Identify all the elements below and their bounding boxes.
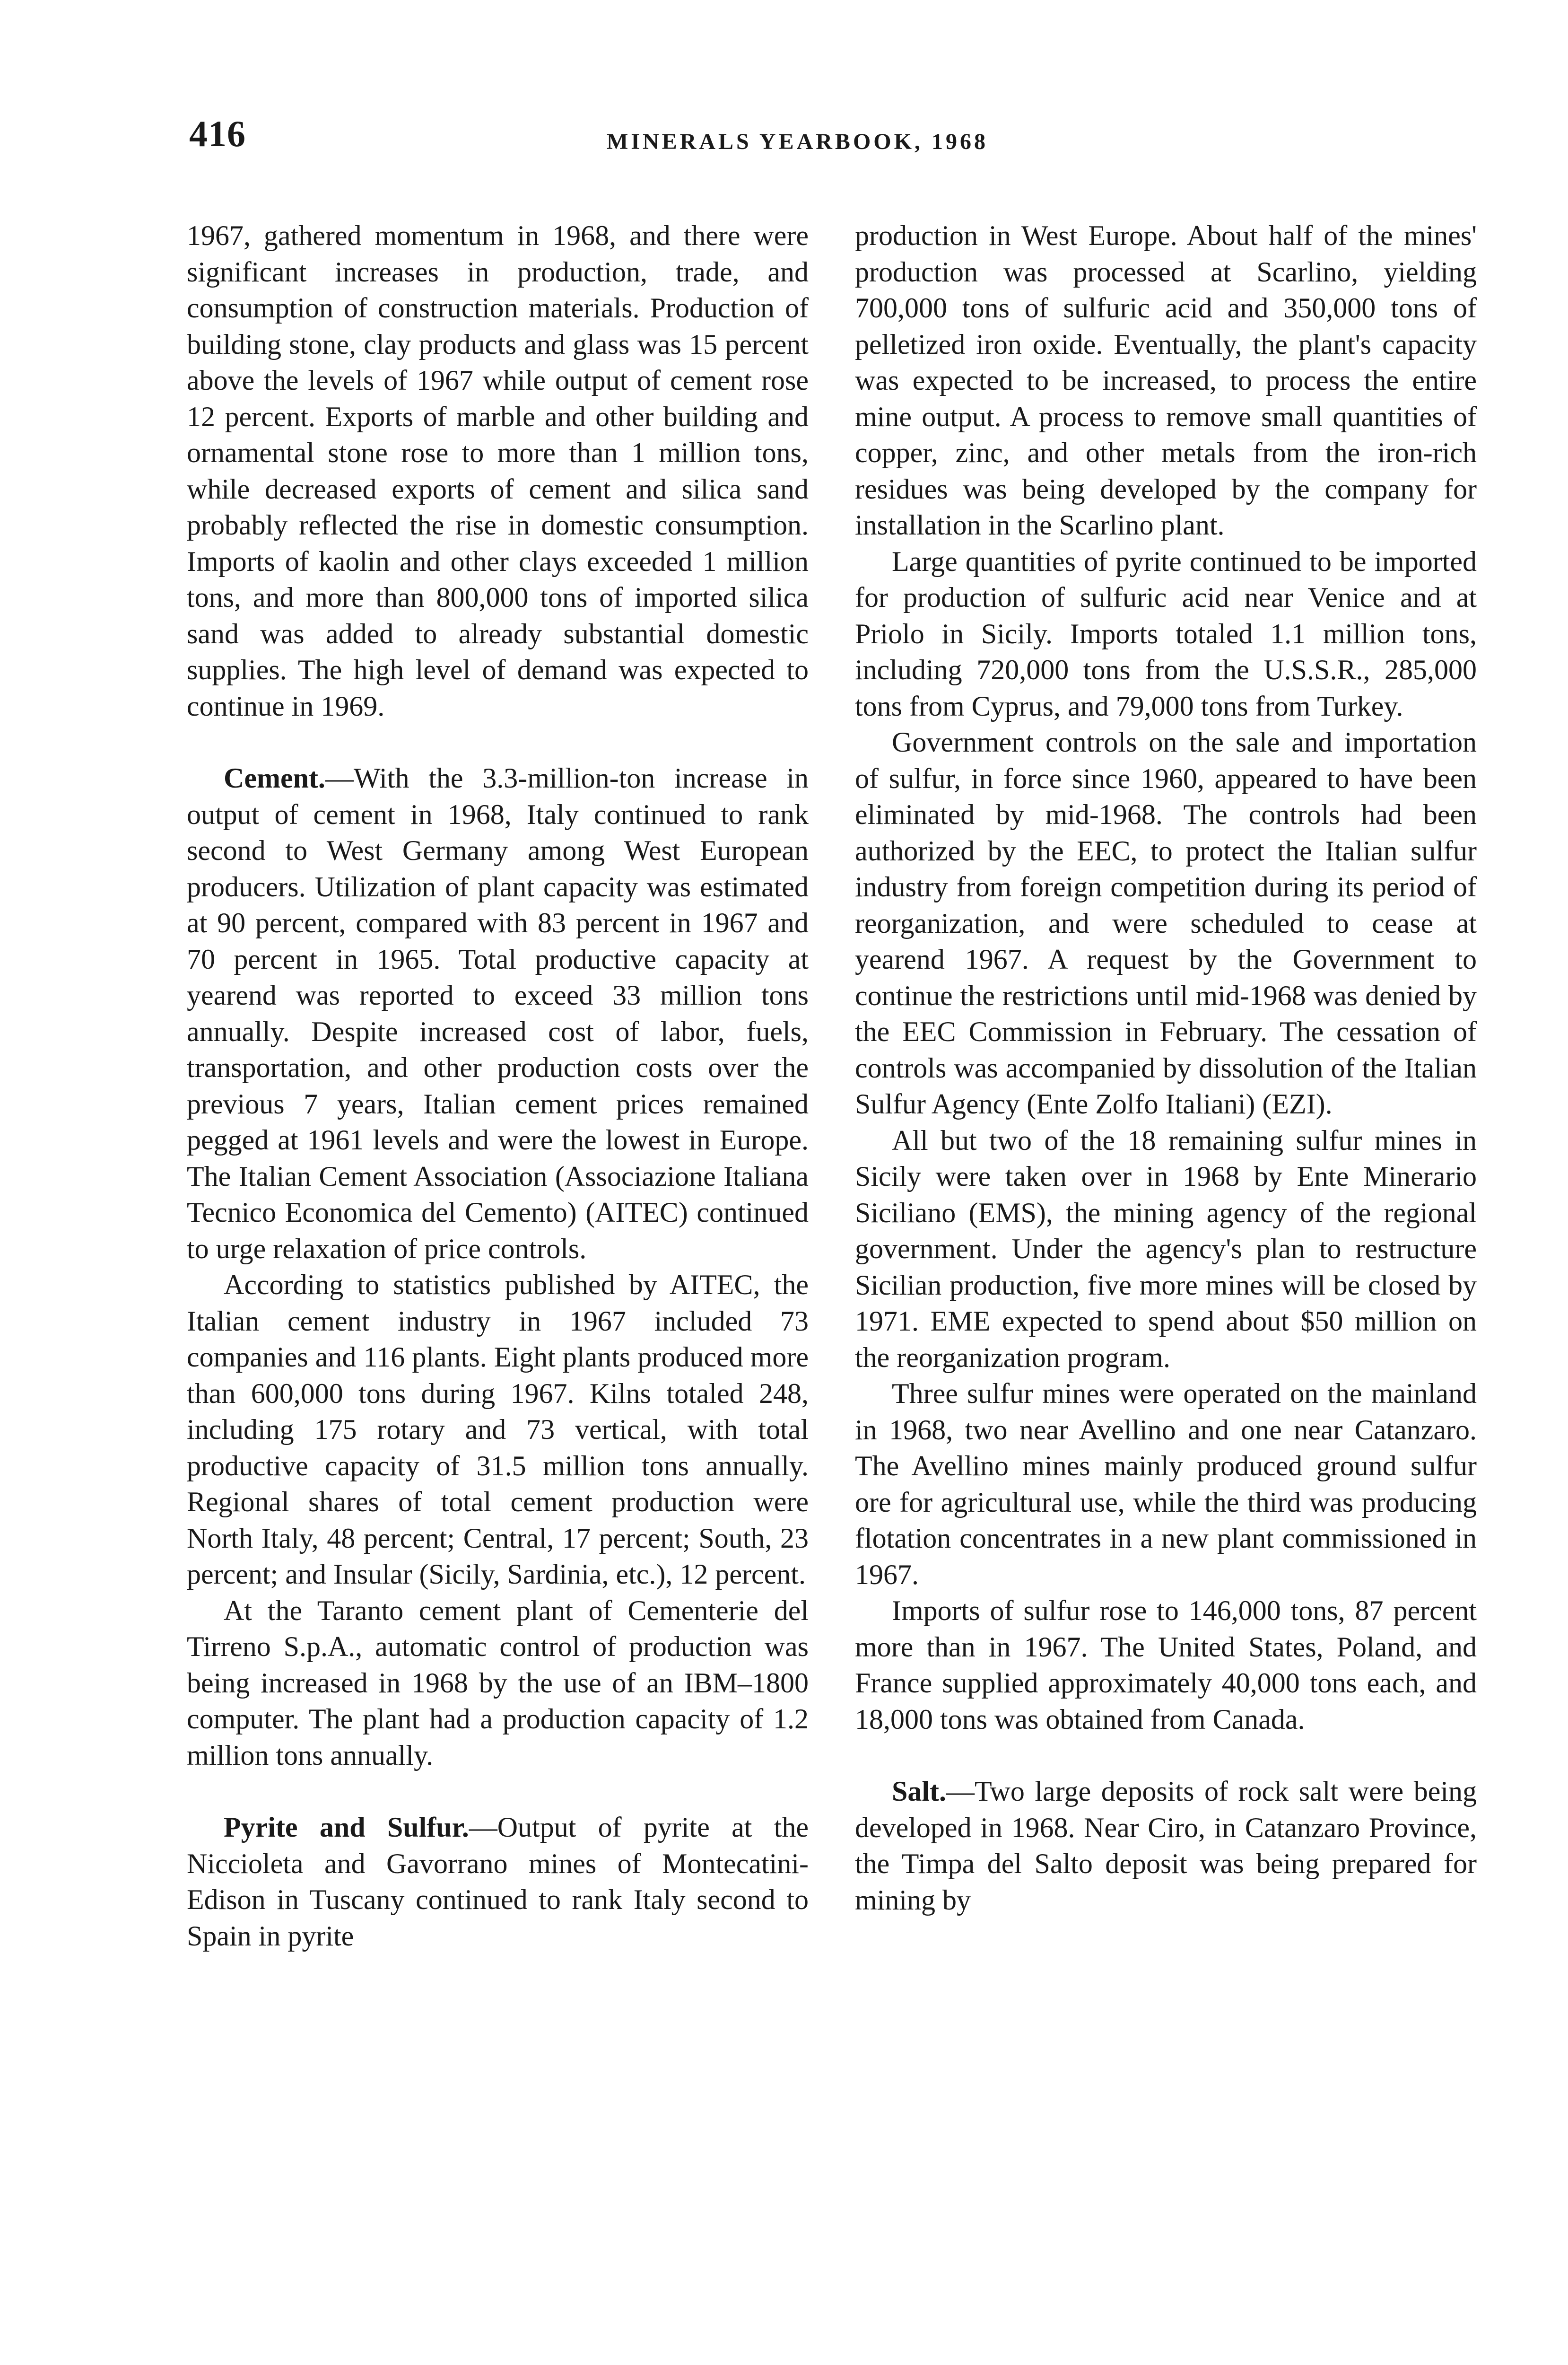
paragraph-sulfur-imports: Imports of sulfur rose to 146,000 tons, 87 percent more than in 1967. The United States, Poland, and France supplied approximately 40,000 tons each, and 18,000 tons was obtained from Canada. [855,1595,1477,1735]
paragraph-taranto-plant: At the Taranto cement plant of Cementerie del Tirreno S.p.A., automatic control of production was being increased in 1968 by the use of an IBM–1800 computer. The plant had a production capacity of 1.2 million tons annually. [187,1594,809,1771]
right-column [855,218,1477,2346]
section-heading-salt: Salt. [892,1776,947,1807]
paragraph-pyrite-imports: Large quantities of pyrite continued to be imported for production of sulfuric acid near Venice and at Priolo in Sicily. Imports totaled 1.1 million tons, including 720,000 tons from the U.S.S.R., 285,000 tons from Cyprus, and 79,000 tons from Turkey. [855,545,1477,722]
section-heading-cement: Cement. [224,762,325,794]
paragraph-cement [187,760,809,1267]
running-title: MINERALS YEARBOOK, 1968 [607,129,988,154]
paragraph-pyrite-sulfur [187,1809,809,1954]
paragraph-salt [855,1773,1477,1918]
paragraph-scarlino-processing: production in West Europe. About half of the mines' production was processed at Scarlino, yielding 700,000 tons of sulfuric acid and 350,000 tons of pelletized iron oxide. Eventually, the plant's capacity was expected to be increased, to process the entire mine output. A process to remove small quantities of copper, zinc, and other metals from the iron-rich residues was being developed by the company for installation in the Scarlino plant. [855,220,1477,541]
paragraph-aitec-statistics: According to statistics published by AITEC, the Italian cement industry in 1967 included 73 companies and 116 plants. Eight plants produced more than 600,000 tons during 1967. Kilns totaled 248, including 175 rotary and 73 vertical, with total productive capacity of 31.5 million tons annually. Regional shares of total cement production were North Italy, 48 percent; Central, 17 percent; South, 23 percent; and Insular (Sicily, Sardinia, etc.), 12 percent. [187,1269,809,1590]
paragraph-sicily-mines: All but two of the 18 remaining sulfur mines in Sicily were taken over in 1968 by Ente Minerario Siciliano (EMS), the mining agency of the regional government. Under the agency's plan to restructure Sicilian production, five more mines will be closed by 1971. EME expected to spend about $50 million on the reorganization program. [855,1124,1477,1373]
salt-text: —Two large deposits of rock salt were being developed in 1968. Near Ciro, in Catanzaro Province, the Timpa del Salto deposit was being prepared for mining by [855,1776,1477,1916]
paragraph-mainland-mines: Three sulfur mines were operated on the mainland in 1968, two near Avellino and one near Catanzaro. The Avellino mines mainly produced ground sulfur ore for agricultural use, while the third was producing flotation concentrates in a new plant commissioned in 1967. [855,1378,1477,1590]
paragraph-construction-materials: 1967, gathered momentum in 1968, and there were significant increases in production, trade, and consumption of construction materials. Production of building stone, clay products and glass was 15 percent above the levels of 1967 while output of cement rose 12 percent. Exports of marble and other building and ornamental stone rose to more than 1 million tons, while decreased exports of cement and silica sand probably reflected the rise in domestic consumption. Imports of kaolin and other clays exceeded 1 million tons, and more than 800,000 tons of imported silica sand was added to already substantial domestic supplies. The high level of demand was expected to continue in 1969. [187,220,809,722]
section-heading-pyrite-sulfur: Pyrite and Sulfur. [224,1812,469,1843]
cement-text: —With the 3.3-million-ton increase in output of cement in 1968, Italy continued to rank second to West Germany among West European producers. Utilization of plant capacity was estimated at 90 percent, compared with 83 percent in 1967 and 70 percent in 1965. Total productive capacity at yearend was reported to exceed 33 million tons annually. Despite increased cost of labor, fuels, transportation, and other production costs over the previous 7 years, Italian cement prices remained pegged at 1961 levels and were the lowest in Europe. The Italian Cement Association (Associazione Italiana Tecnico Economica del Cemento) (AITEC) continued to urge relaxation of price controls. [187,762,809,1264]
page-number: 416 [189,113,246,154]
pyrite-text: —Output of pyrite at the Niccioleta and Gavorrano mines of Montecatini-Edison in Tuscany continued to rank Italy second to Spain in pyrite [187,1812,809,1952]
paragraph-sulfur-controls: Government controls on the sale and importation of sulfur, in force since 1960, appeared to have been eliminated by mid-1968. The controls had been authorized by the EEC, to protect the Italian sulfur industry from foreign competition during its period of reorganization, and were scheduled to cease at yearend 1967. A request by the Government to continue the restrictions until mid-1968 was denied by the EEC Commission in February. The cessation of controls was accompanied by dissolution of the Italian Sulfur Agency (Ente Zolfo Italiani) (EZI). [855,727,1477,1120]
left-column [187,218,809,2346]
